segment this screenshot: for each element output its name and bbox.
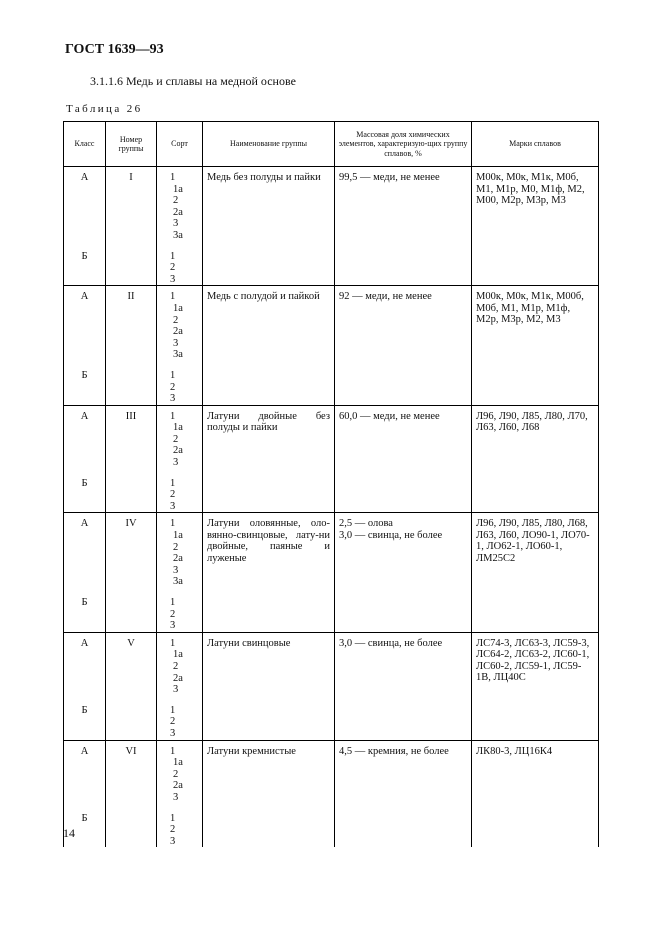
group-number-cell: [106, 405, 157, 513]
sort-value: 1а: [173, 757, 183, 769]
sort-value: 2: [170, 608, 176, 620]
sort-value: 3а: [173, 229, 183, 241]
sort-value: 2: [170, 489, 176, 501]
page-number: 14: [63, 826, 75, 840]
group-number: IV: [125, 518, 137, 530]
mass-fraction-cell: 2,5 — олова 3,0 — свинца, не более: [335, 513, 472, 632]
table-caption: Таблица 26: [66, 103, 143, 115]
sort-cell: [157, 405, 203, 513]
column-header-sort: Сорт: [157, 122, 203, 167]
group-name-cell: Медь с полудой и пайкой: [203, 286, 335, 405]
sort-value: 3а: [173, 576, 183, 588]
class-label-a: А: [80, 410, 89, 422]
sort-value: 3: [173, 457, 179, 469]
class-cell: [64, 405, 106, 513]
sort-value: 2а: [173, 206, 183, 218]
sort-value: 1: [170, 369, 176, 381]
table-row: [64, 740, 599, 847]
alloy-grades-cell: ЛС74-3, ЛС63-3, ЛС59-3, ЛС64-2, ЛС63-2, ЛС60-1, ЛС60-2, ЛС59-1, ЛС59-1В, ЛЦ40С: [472, 632, 599, 740]
sort-value: 1: [170, 597, 176, 608]
sort-value: 2: [170, 716, 176, 728]
sort-value: 1а: [173, 183, 183, 195]
class-label-a: А: [80, 745, 89, 757]
group-name-cell: Латуни кремнистые: [203, 740, 335, 847]
table-row: [64, 632, 599, 740]
sort-value: 2: [173, 660, 179, 672]
sort-value: 2: [173, 541, 179, 553]
group-number-cell: [106, 740, 157, 847]
sort-spacer: [170, 804, 202, 813]
sort-spacer: [170, 361, 202, 370]
sort-value: 1а: [173, 530, 183, 542]
group-name-cell: Латуни двойные без полуды и пайки: [203, 405, 335, 513]
group-number: VI: [125, 745, 137, 757]
group-number: II: [127, 291, 135, 303]
sort-value: 3: [170, 620, 176, 632]
sort-cell: [157, 632, 203, 740]
sort-value: 1а: [173, 302, 183, 314]
sort-value: 3: [173, 337, 179, 349]
sort-value: 1: [170, 250, 176, 262]
table-header-row: [64, 122, 599, 167]
sort-value: 2: [170, 262, 176, 274]
sort-value: 2а: [173, 326, 183, 338]
column-header-class: Класс: [64, 122, 106, 167]
sort-value: 1: [170, 812, 176, 824]
class-label-b: Б: [81, 369, 88, 381]
section-title: 3.1.1.6 Медь и сплавы на медной основе: [90, 74, 296, 88]
sort-value: 1: [170, 704, 176, 716]
sort-value: 2: [173, 314, 179, 326]
group-number-cell: [106, 513, 157, 632]
alloy-groups-table: [63, 121, 599, 847]
alloy-grades-cell: Л96, Л90, Л85, Л80, Л70, Л63, Л60, Л68: [472, 405, 599, 513]
table-row: [64, 513, 599, 632]
group-number: III: [125, 410, 137, 422]
sort-spacer: [170, 469, 202, 478]
class-label-b: Б: [81, 477, 88, 489]
sort-value: 3а: [173, 349, 183, 361]
group-name-cell: Латуни оловянные, оло-вянно-свинцовые, лату-ни двойные, паяные и луженые: [203, 513, 335, 632]
class-label-a: А: [80, 637, 89, 649]
group-name-cell: Латуни свинцовые: [203, 632, 335, 740]
mass-fraction-cell: 60,0 — меди, не менее: [335, 405, 472, 513]
class-label-a: А: [80, 518, 89, 530]
sort-value: 3: [170, 727, 176, 739]
table-row: [64, 167, 599, 286]
alloy-grades-cell: М00к, М0к, М1к, М00б, М0б, М1, М1р, М1ф, М2р, М3р, М2, М3: [472, 286, 599, 405]
sort-value: 2: [170, 824, 176, 836]
group-number: I: [129, 172, 133, 183]
class-label-b: Б: [81, 250, 88, 262]
class-cell: [64, 632, 106, 740]
table-row: [64, 286, 599, 405]
column-header-group-number: Номер группы: [106, 122, 157, 167]
alloy-grades-cell: Л96, Л90, Л85, Л80, Л68, Л63, Л60, ЛО90-1, ЛО70-1, ЛО62-1, ЛО60-1, ЛМ25С2: [472, 513, 599, 632]
class-label-b: Б: [81, 704, 88, 716]
sort-value: 2а: [173, 553, 183, 565]
class-label-a: А: [80, 172, 89, 183]
sort-value: 2: [173, 768, 179, 780]
sort-value: 2а: [173, 445, 183, 457]
sort-value: 3: [170, 393, 176, 405]
sort-spacer: [170, 696, 202, 705]
sort-spacer: [170, 242, 202, 251]
sort-value: 3: [173, 684, 179, 696]
column-header-alloy-grades: Марки сплавов: [472, 122, 599, 167]
sort-value: 3: [173, 564, 179, 576]
sort-value: 2: [170, 381, 176, 393]
sort-value: 3: [173, 218, 179, 230]
sort-value: 2: [173, 195, 179, 207]
sort-value: 3: [170, 273, 176, 285]
sort-cell: [157, 167, 203, 286]
column-header-mass-fraction: Массовая доля химических элементов, характеризую-щих группу сплавов, %: [335, 122, 472, 167]
group-number-cell: [106, 167, 157, 286]
class-label-b: Б: [81, 812, 88, 824]
sort-value: 1: [170, 745, 176, 757]
class-cell: [64, 513, 106, 632]
sort-cell: [157, 286, 203, 405]
table-row: [64, 405, 599, 513]
group-number-cell: [106, 632, 157, 740]
sort-value: 3: [170, 835, 176, 847]
sort-cell: [157, 740, 203, 847]
document-code: ГОСТ 1639—93: [65, 42, 164, 57]
sort-value: 1: [170, 477, 176, 489]
sort-value: 1: [170, 172, 176, 183]
sort-value: 1: [170, 518, 176, 530]
column-header-group-name: Наименование группы: [203, 122, 335, 167]
class-label-b: Б: [81, 597, 88, 609]
alloy-grades-cell: ЛК80-3, ЛЦ16К4: [472, 740, 599, 847]
sort-value: 1а: [173, 649, 183, 661]
sort-spacer: [170, 588, 202, 597]
group-number-cell: [106, 286, 157, 405]
sort-value: 1: [170, 291, 176, 303]
mass-fraction-cell: 92 — меди, не менее: [335, 286, 472, 405]
group-name-cell: Медь без полуды и пайки: [203, 167, 335, 286]
sort-value: 3: [170, 500, 176, 512]
class-cell: [64, 167, 106, 286]
class-cell: [64, 286, 106, 405]
alloy-grades-cell: М00к, М0к, М1к, М0б, М1, М1р, М0, М1ф, М2, М00, М2р, М3р, М3: [472, 167, 599, 286]
sort-value: 1а: [173, 422, 183, 434]
mass-fraction-cell: 99,5 — меди, не менее: [335, 167, 472, 286]
sort-value: 1: [170, 410, 176, 422]
mass-fraction-cell: 3,0 — свинца, не более: [335, 632, 472, 740]
sort-value: 1: [170, 637, 176, 649]
sort-value: 2: [173, 433, 179, 445]
sort-cell: [157, 513, 203, 632]
sort-value: 2а: [173, 672, 183, 684]
mass-fraction-cell: 4,5 — кремния, не более: [335, 740, 472, 847]
sort-value: 3: [173, 791, 179, 803]
group-number: V: [127, 637, 135, 649]
class-label-a: А: [80, 291, 89, 303]
sort-value: 2а: [173, 780, 183, 792]
